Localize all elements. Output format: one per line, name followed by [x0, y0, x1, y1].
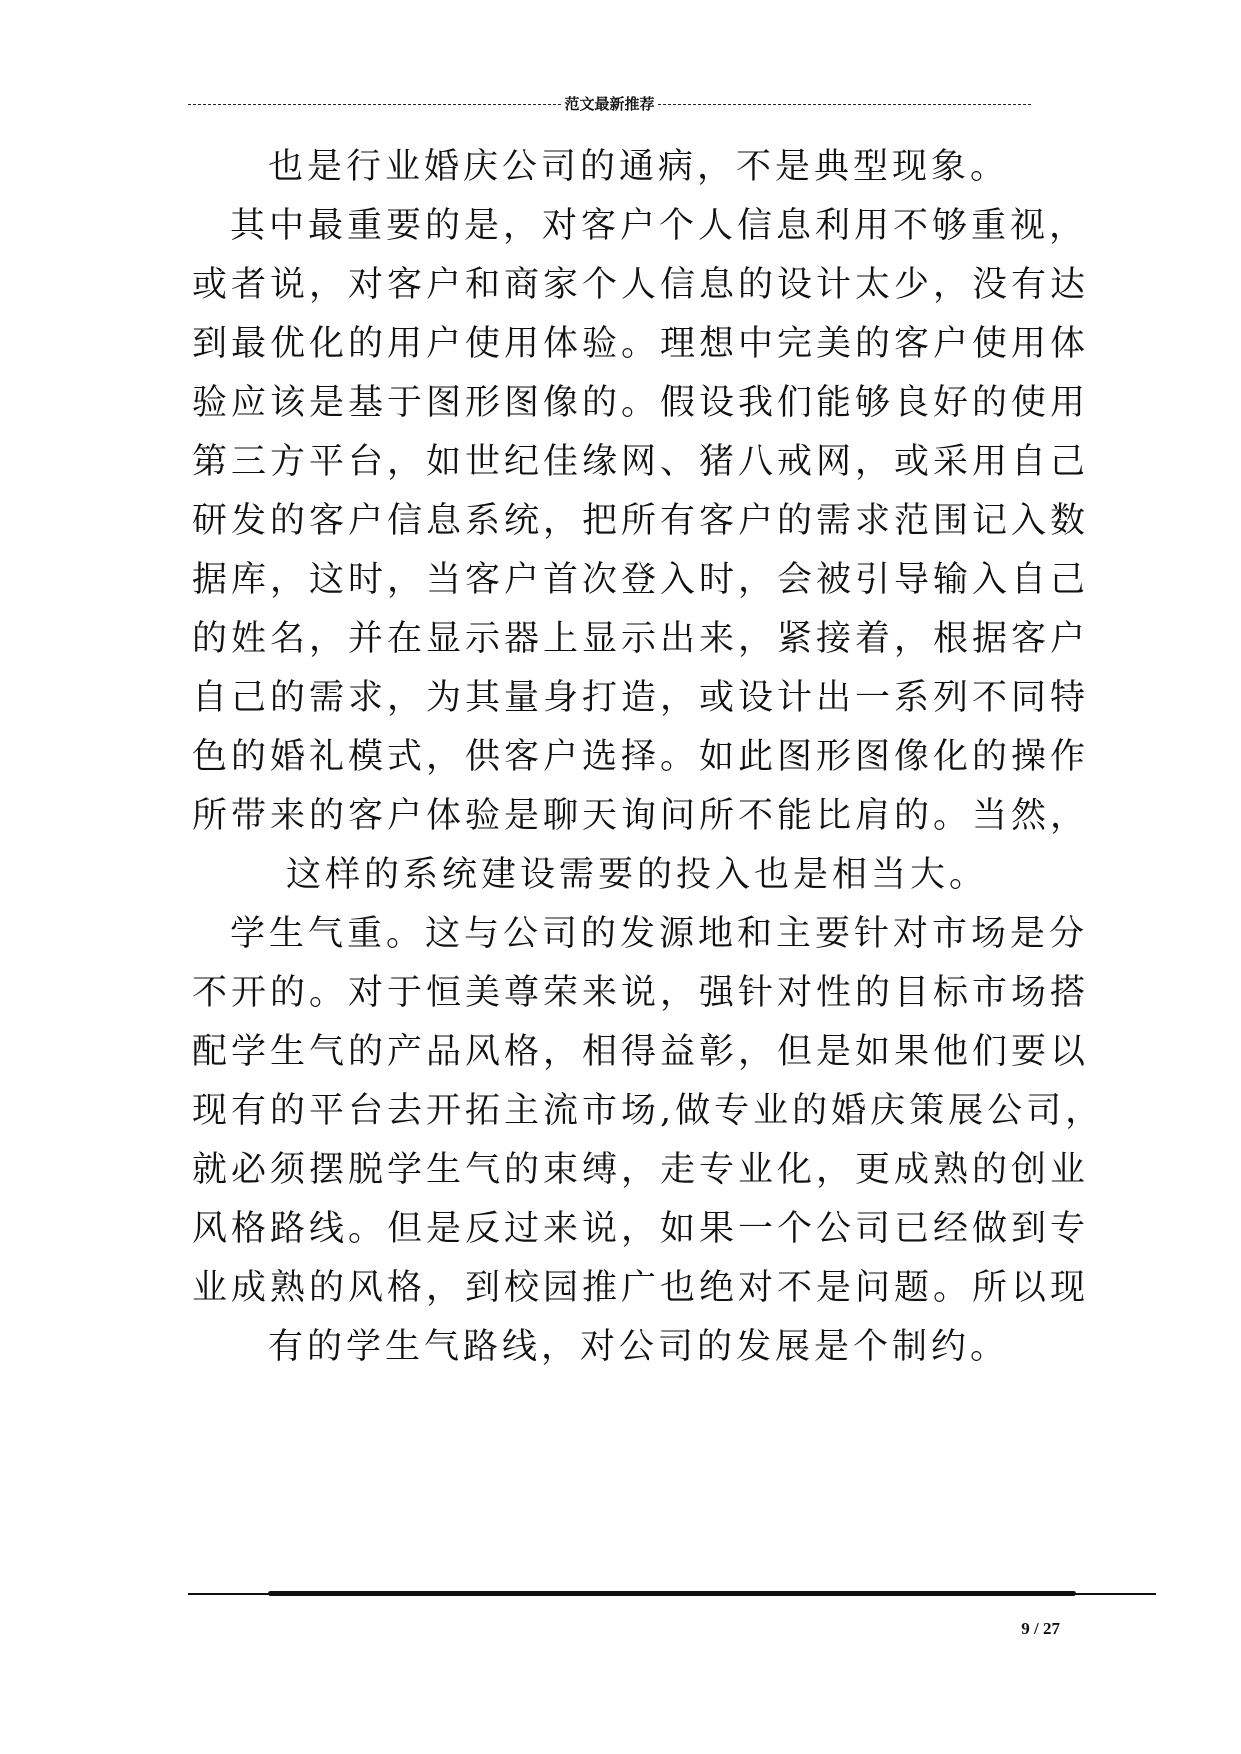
text-line: 验应该是基于图形图像的。假设我们能够良好的使用	[192, 383, 1090, 423]
text-line: 到最优化的用户使用体验。理想中完美的客户使用体	[192, 324, 1090, 364]
text-line: 色的婚礼模式，供客户选择。如此图形图像化的操作	[192, 737, 1090, 777]
text-line: 自己的需求，为其量身打造，或设计出一系列不同特	[192, 678, 1090, 718]
text-line: 现有的平台去开拓主流市场,做专业的婚庆策展公司，	[192, 1091, 1105, 1131]
text-line: 这样的系统建设需要的投入也是相当大。	[286, 855, 989, 895]
text-line: 也是行业婚庆公司的通病，不是典型现象。	[268, 147, 1010, 187]
page-number: 9 / 27	[1021, 1619, 1060, 1638]
footer-thick-rule	[268, 1591, 1076, 1596]
text-line: 业成熟的风格，到校园推广也绝对不是问题。所以现	[192, 1268, 1090, 1308]
text-line: 风格路线。但是反过来说，如果一个公司已经做到专	[192, 1209, 1090, 1249]
text-line: 不开的。对于恒美尊荣来说，强针对性的目标市场搭	[192, 973, 1090, 1013]
footer-rule	[188, 1590, 1156, 1598]
text-line: 就必须摆脱学生气的束缚，走专业化，更成熟的创业	[192, 1150, 1090, 1190]
text-line: 有的学生气路线，对公司的发展是个制约。	[268, 1327, 1010, 1367]
text-line: 第三方平台，如世纪佳缘网、猪八戒网，或采用自己	[192, 442, 1090, 482]
page-header	[188, 90, 1031, 116]
text-line: 或者说，对客户和商家个人信息的设计太少，没有达	[192, 265, 1090, 305]
text-line: 据库，这时，当客户首次登入时，会被引导输入自己	[192, 560, 1090, 600]
text-line: 配学生气的产品风格，相得益彰，但是如果他们要以	[192, 1032, 1090, 1072]
text-line: 的姓名，并在显示器上显示出来，紧接着，根据客户	[192, 619, 1090, 659]
text-line: 研发的客户信息系统，把所有客户的需求范围记入数	[192, 501, 1090, 541]
text-line: 所带来的客户体验是聊天询问所不能比肩的。当然，	[192, 796, 1090, 836]
header-title: 范文最新推荐	[562, 92, 656, 116]
text-line: 其中最重要的是，对客户个人信息利用不够重视，	[230, 206, 1089, 246]
text-line: 学生气重。这与公司的发源地和主要针对市场是分	[230, 914, 1089, 954]
